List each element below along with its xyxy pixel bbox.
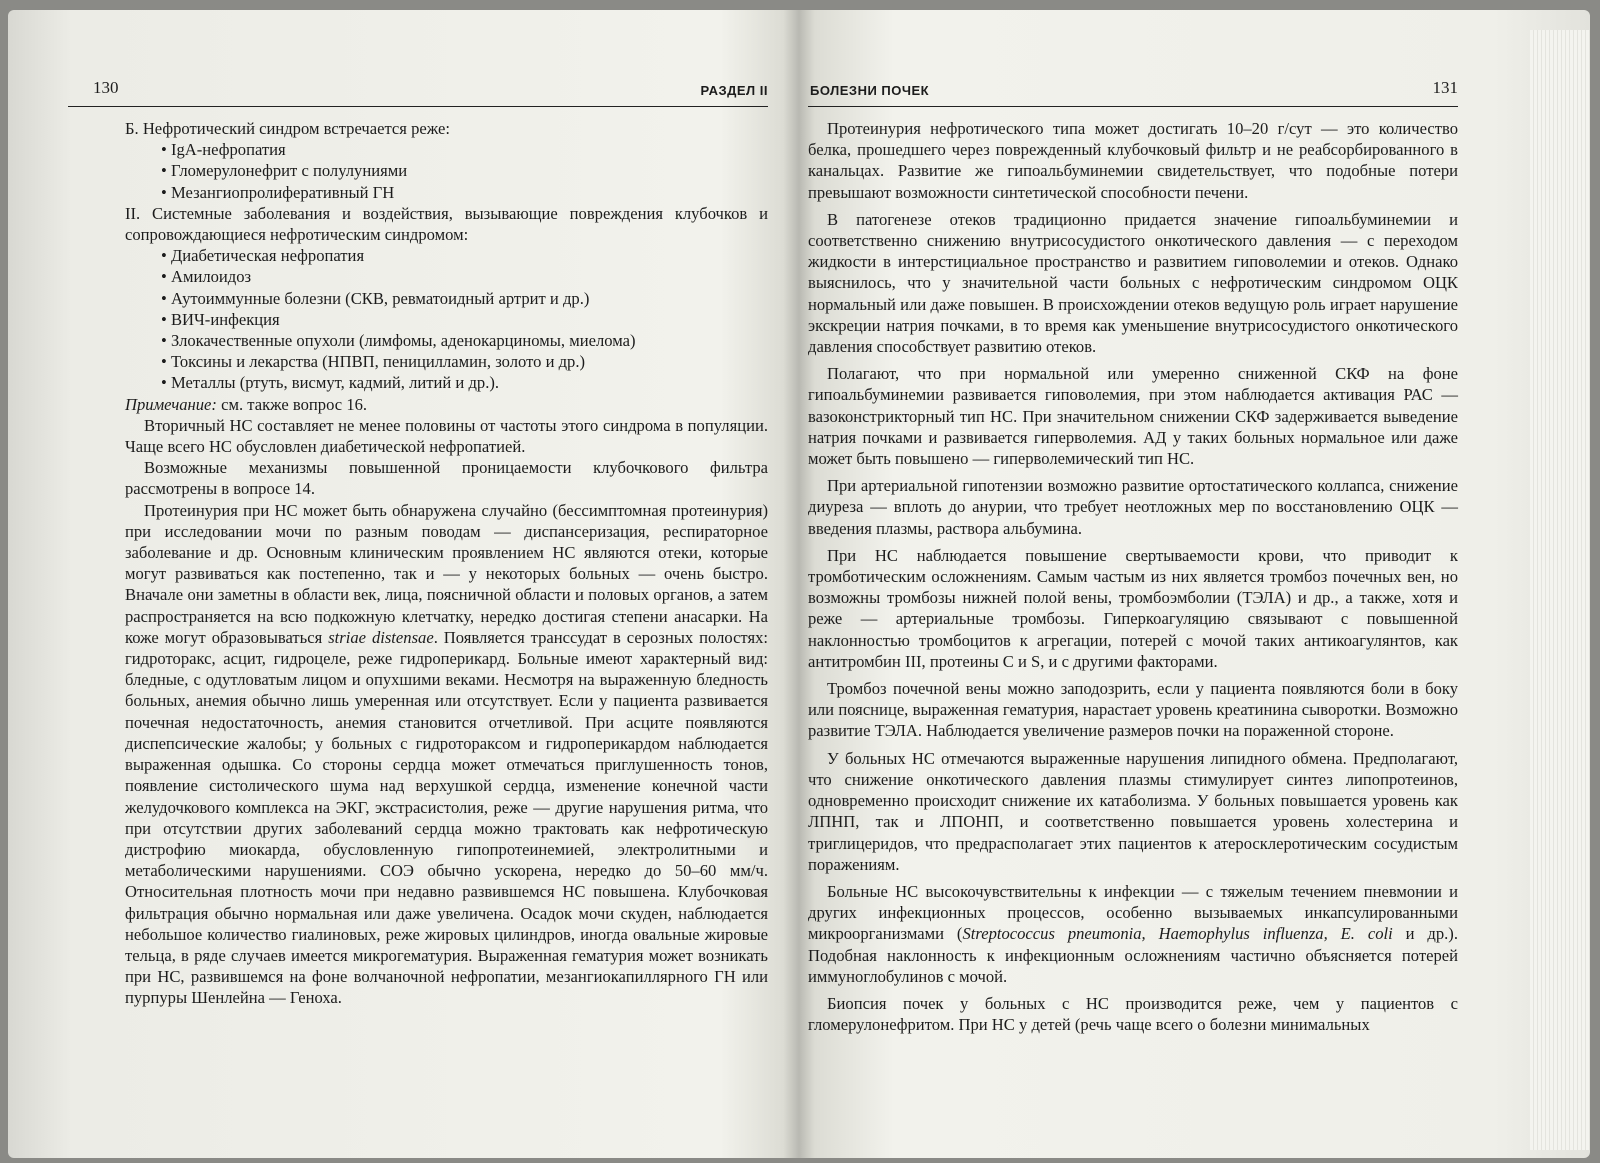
- section-b-title: Б. Нефротический синдром встречается реже:: [125, 119, 450, 138]
- paragraph: При НС наблюдается повышение свертываемости крови, что приводит к тромботическим осложнениям. Самым частым из них является тромбоз почечных вен, но возможны тромбозы нижней полой вены, тромбоэмболии (ТЭЛА) и др., а также, хотя и реже — артериальные тромбозы. Гиперкоагуляцию связывают с повышенной наклонностью тромбоцитов к агрегации, потерей с мочой таких антикоагулянтов, как антитромбин III, протеины C и S, и с другими факторами.: [808, 545, 1458, 671]
- list-item: • Амилоидоз: [125, 266, 768, 287]
- paragraph: [808, 881, 1458, 987]
- text-run: и др.). Подобная наклонность к инфекционным осложнениям частично объясняется потерей иммуноглобулинов с мочой.: [808, 924, 1458, 986]
- right-header: [808, 78, 1458, 107]
- left-page-number: 130: [93, 78, 119, 97]
- paragraph: Протеинурия нефротического типа может достигать 10–20 г/сут — это количество белка, прошедшего через поврежденный клубочковый фильтр и не реабсорбированного в канальцах. Развитие же гипоальбуминемии свидетельствует, что подобные потери превышают возможности синтетической способности печени.: [808, 119, 1458, 202]
- italic-term: striae distensae: [328, 627, 434, 647]
- italic-term: Streptococcus pneumonia, Haemophylus influenza, E. coli: [962, 924, 1393, 944]
- left-header: [68, 78, 768, 107]
- note-text: см. также вопрос 16.: [216, 394, 368, 414]
- page-edges: [1530, 30, 1590, 1150]
- list-item: • Злокачественные опухоли (лимфомы, аденокарциномы, миелома): [125, 330, 768, 351]
- paragraph: Полагают, что при нормальной или умеренно сниженной СКФ на фоне гипоальбуминемии развивается гиповолемия, при этом наблюдается активация РАС — вазоконстрикторный тип НС. При значительном снижении СКФ задерживается выведение натрия почками и развивается гиперволемия. АД у таких больных нормальное или даже может быть повышено — гиперволемический тип НС.: [808, 364, 1458, 469]
- list-item: • Токсины и лекарства (НПВП, пеницилламин, золото и др.): [125, 351, 768, 372]
- note: [125, 394, 768, 415]
- paragraph: Биопсия почек у больных с НС производится реже, чем у пациентов с гломерулонефритом. При НС у детей (речь чаще всего о болезни минимальных: [808, 993, 1458, 1035]
- paragraph: При артериальной гипотензии возможно развитие ортостатического коллапса, снижение диуреза — вплоть до анурии, что требует неотложных мер по восстановлению ОЦК — введения плазмы, раствора альбумина.: [808, 476, 1458, 538]
- text-run: Больные НС высокочувствительны к инфекции — с тяжелым течением пневмонии и других инфекционных процессов, особенно вызываемых инкапсулированными микроорганизмами (: [808, 881, 1458, 944]
- left-page: [68, 10, 768, 1158]
- paragraph: У больных НС отмечаются выраженные нарушения липидного обмена. Предполагают, что снижение онкотического давления плазмы стимулирует синтез липопротеинов, одновременно происходит снижение их катаболизма. У больных повышается уровень как ЛПНП, так и ЛПОНП, и соответственно повышается уровень холестерина и триглицеридов, что предрасполагает этих пациентов к атеросклеротическим сосудистым поражениям.: [808, 748, 1458, 874]
- book-spread: [8, 10, 1590, 1158]
- right-body: [808, 118, 1458, 1041]
- list-item: • Аутоиммунные болезни (СКВ, ревматоидный артрит и др.): [125, 288, 768, 309]
- list-item: • Диабетическая нефропатия: [125, 245, 768, 266]
- list-item: • IgA-нефропатия: [125, 139, 768, 160]
- paragraph: Тромбоз почечной вены можно заподозрить, если у пациента появляются боли в боку или пояснице, выраженная гематурия, нарастает уровень креатинина сыворотки. Возможно развитие ТЭЛА. Наблюдается увеличение размеров почки на пораженной стороне.: [808, 679, 1458, 741]
- text-run: . Появляется транссудат в серозных полостях: гидроторакс, асцит, гидроцеле, реже гидроперикард. Больные имеют характерный вид: бледные, с одутловатым лицом и опухшими веками. Несмотря на выраженную бледность больных, анемия обычно лишь умеренная или отсутствует. Если у пациента развивается почечная недостаточность, анемия становится отчетливой. При асците появляются диспепсические жалобы; у больных с гидротораксом и гидроперикардом наблюдается выраженная одышка. Со стороны сердца может отмечаться приглушенность тонов, появление систолического шума над верхушкой сердца, изменение конечной части желудочкового комплекса на ЭКГ, экстрасистолия, реже — другие нарушения ритма, что при отсутствии других заболеваний сердца можно трактовать как нефротическую дистрофию миокарда, обусловленную гипопротеинемией, электролитными и метаболическими нарушениями. СОЭ обычно ускорена, нередко до 50–60 мм/ч. Относительная плотность мочи при недавно развившемся НС повышена. Клубочковая фильтрация обычно нормальная или даже увеличена. Осадок мочи скуден, наблюдается небольшое количество гиалиновых, реже жировых цилиндров, иногда овальные жировые тельца, в ряде случаев имеется микрогематурия. Выраженная гематурия может возникать при НС, развившемся на фоне волчаночной нефропатии, мезангиокапиллярного ГН или пурпуры Шенлейна — Геноха.: [125, 627, 769, 1008]
- right-page: [808, 10, 1458, 1158]
- paragraph: [125, 500, 768, 1009]
- left-body: [125, 118, 768, 1009]
- paragraph: В патогенезе отеков традиционно придается значение гипоальбуминемии и соответственно снижению внутрисосудистого онкотического давления — с переходом жидкости в интерстициальное пространство и развитием гиповолемии и отеков. Однако выяснилось, что у значительной части больных с нефротическим синдромом ОЦК нормальный или даже повышен. В происхождении отеков ведущую роль играет нарушение экскреции натрия почками, в то время как уменьшение внутрисосудистого онкотического давления способствует развитию отеков.: [808, 209, 1458, 357]
- section-ii-title: II. Системные заболевания и воздействия, вызывающие повреждения клубочков и сопровождающиеся нефротическим синдромом:: [125, 203, 768, 245]
- paragraph: Возможные механизмы повышенной проницаемости клубочкового фильтра рассмотрены в вопросе 14.: [125, 458, 768, 499]
- note-label: Примечание:: [125, 394, 217, 414]
- list-item: • Гломерулонефрит с полулуниями: [125, 160, 768, 181]
- paragraph: Вторичный НС составляет не менее половины от частоты этого синдрома в популяции. Чаще всего НС обусловлен диабетической нефропатией.: [125, 415, 768, 457]
- left-running-head: РАЗДЕЛ II: [700, 83, 768, 98]
- list-item: • ВИЧ-инфекция: [125, 309, 768, 330]
- list-item: • Металлы (ртуть, висмут, кадмий, литий и др.).: [125, 372, 768, 393]
- right-page-number: 131: [1432, 78, 1458, 97]
- text-run: Протеинурия при НС может быть обнаружена случайно (бессимптомная протеинурия) при исследовании мочи по разным поводам — диспансеризация, респираторное заболевание и др. Основным клиническим проявлением НС являются отеки, которые могут развиваться как постепенно, так и — у некоторых больных — очень быстро. Вначале они заметны в области век, лица, поясничной области и половых органов, а затем распространяется на всю подкожную клетчатку, нередко достигая степени анасарки. На коже могут образовываться: [125, 500, 768, 647]
- list-item: • Мезангиопролиферативный ГН: [125, 182, 768, 203]
- right-running-head: БОЛЕЗНИ ПОЧЕК: [810, 83, 930, 98]
